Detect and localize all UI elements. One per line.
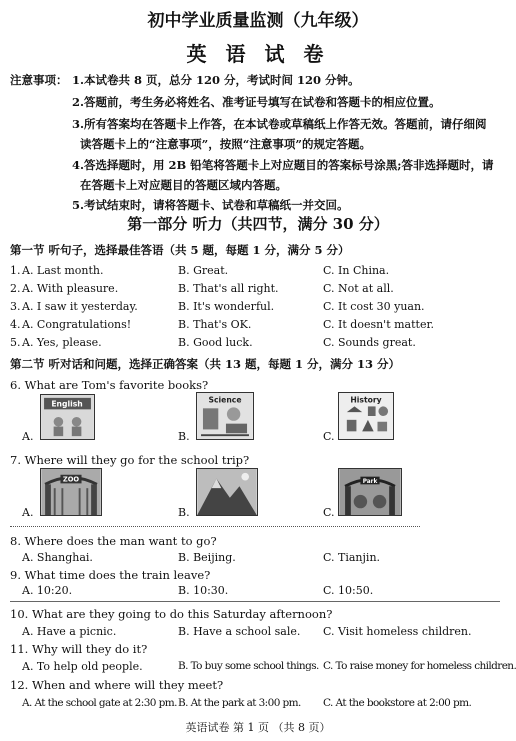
note-item-1: 1.本试卷共 8 页，总分 120 分，考试时间 120 分钟。 xyxy=(72,73,360,87)
q12-question: 12. When and where will they meet? xyxy=(10,678,224,692)
q7-question: 7. Where will they go for the school trip? xyxy=(10,453,250,467)
notes-label: 注意事项： xyxy=(10,73,68,87)
q7-option-b: B. xyxy=(178,506,190,519)
q8-option-c: C. Tianjin. xyxy=(323,551,381,564)
note-item-3-cont: 读答题卡上的“注意事项”，按照“注意事项”的规定答题。 xyxy=(80,137,371,151)
q2-option-b: B. That's all right. xyxy=(178,282,279,295)
q1-option-c: C. In China. xyxy=(323,264,390,277)
exam-subject-title: 英 语 试 卷 xyxy=(186,42,330,66)
q11-option-c: C. To raise money for homeless children. xyxy=(323,660,516,672)
q6-option-c: C. xyxy=(323,430,335,443)
q5-number: 5. xyxy=(10,336,21,349)
q11-option-b: B. To buy some school things. xyxy=(178,660,319,672)
q12-option-c: C. At the bookstore at 2:00 pm. xyxy=(323,697,472,709)
q1-option-b: B. Great. xyxy=(178,264,229,277)
science-book-label: Science xyxy=(208,395,242,405)
q10-question: 10. What are they going to do this Saturday afternoon? xyxy=(10,607,333,621)
q4-number: 4. xyxy=(10,318,21,331)
q1-option-a: A. Last month. xyxy=(22,264,104,277)
q1-number: 1. xyxy=(10,264,21,277)
q11-option-a: A. To help old people. xyxy=(22,660,143,673)
park-image xyxy=(338,468,402,516)
q4-option-b: B. That's OK. xyxy=(178,318,252,331)
dotted-divider xyxy=(10,526,420,527)
q6-option-a: A. xyxy=(22,430,34,443)
q5-option-a: A. Yes, please. xyxy=(22,336,102,349)
note-item-2: 2.答题前，考生务必将姓名、准考证号填写在试卷和答题卡的相应位置。 xyxy=(72,95,441,109)
q4-option-a: A. Congratulations! xyxy=(22,318,132,331)
q7-option-c: C. xyxy=(323,506,335,519)
exam-header-title: 初中学业质量监测（九年级） xyxy=(147,11,369,31)
q2-option-a: A. With pleasure. xyxy=(22,282,119,295)
q10-option-a: A. Have a picnic. xyxy=(22,625,117,638)
q12-option-b: B. At the park at 3:00 pm. xyxy=(178,697,301,709)
english-book-label: English xyxy=(51,399,83,409)
note-item-4: 4.答选择题时，用 2B 铅笔将答题卡上对应题目的答案标号涂黑;答非选择题时，请 xyxy=(72,158,494,172)
part1-title: 第一部分 听力（共四节，满分 30 分） xyxy=(127,215,389,233)
q3-number: 3. xyxy=(10,300,21,313)
q2-option-c: C. Not at all. xyxy=(323,282,394,295)
q9-option-b: B. 10:30. xyxy=(178,584,229,597)
q8-question: 8. Where does the man want to go? xyxy=(10,534,217,548)
q3-option-c: C. It cost 30 yuan. xyxy=(323,300,425,313)
q9-option-c: C. 10:50. xyxy=(323,584,374,597)
section2-title: 第二节 听对话和问题，选择正确答案（共 13 题，每题 1 分，满分 13 分） xyxy=(10,357,401,371)
q9-question: 9. What time does the train leave? xyxy=(10,568,211,582)
park-sign-label: Park xyxy=(362,478,378,485)
science-book-image xyxy=(196,392,254,440)
q11-question: 11. Why will they do it? xyxy=(10,642,148,656)
q10-option-b: B. Have a school sale. xyxy=(178,625,301,638)
note-item-5: 5.考试结束时，请将答题卡、试卷和草稿纸一并交回。 xyxy=(72,198,349,212)
q3-option-a: A. I saw it yesterday. xyxy=(22,300,138,313)
q10-option-c: C. Visit homeless children. xyxy=(323,625,472,638)
q6-option-b: B. xyxy=(178,430,190,443)
q7-option-a: A. xyxy=(22,506,34,519)
mountain-image xyxy=(196,468,258,516)
q6-question: 6. What are Tom's favorite books? xyxy=(10,378,209,392)
q9-option-a: A. 10:20. xyxy=(22,584,73,597)
q2-number: 2. xyxy=(10,282,21,295)
solid-divider xyxy=(10,601,500,602)
note-item-4-cont: 在答题卡上对应题目的答题区域内答题。 xyxy=(80,178,287,192)
zoo-sign-label: ZOO xyxy=(62,475,80,484)
section1-title: 第一节 听句子，选择最佳答语（共 5 题，每题 1 分，满分 5 分） xyxy=(10,243,350,257)
q8-option-b: B. Beijing. xyxy=(178,551,236,564)
history-book-image xyxy=(338,392,394,440)
page-footer: 英语试卷 第 1 页 （共 8 页） xyxy=(185,721,331,734)
q4-option-c: C. It doesn't matter. xyxy=(323,318,435,331)
q8-option-a: A. Shanghai. xyxy=(22,551,93,564)
q5-option-b: B. Good luck. xyxy=(178,336,253,349)
q5-option-c: C. Sounds great. xyxy=(323,336,416,349)
note-item-3: 3.所有答案均在答题卡上作答，在本试卷或草稿纸上作答无效。答题前，请仔细阅 xyxy=(72,117,487,131)
q12-option-a: A. At the school gate at 2:30 pm. xyxy=(22,697,177,709)
zoo-image xyxy=(40,468,102,516)
q3-option-b: B. It's wonderful. xyxy=(178,300,275,313)
history-book-label: History xyxy=(350,395,382,405)
english-book-image xyxy=(40,394,95,440)
